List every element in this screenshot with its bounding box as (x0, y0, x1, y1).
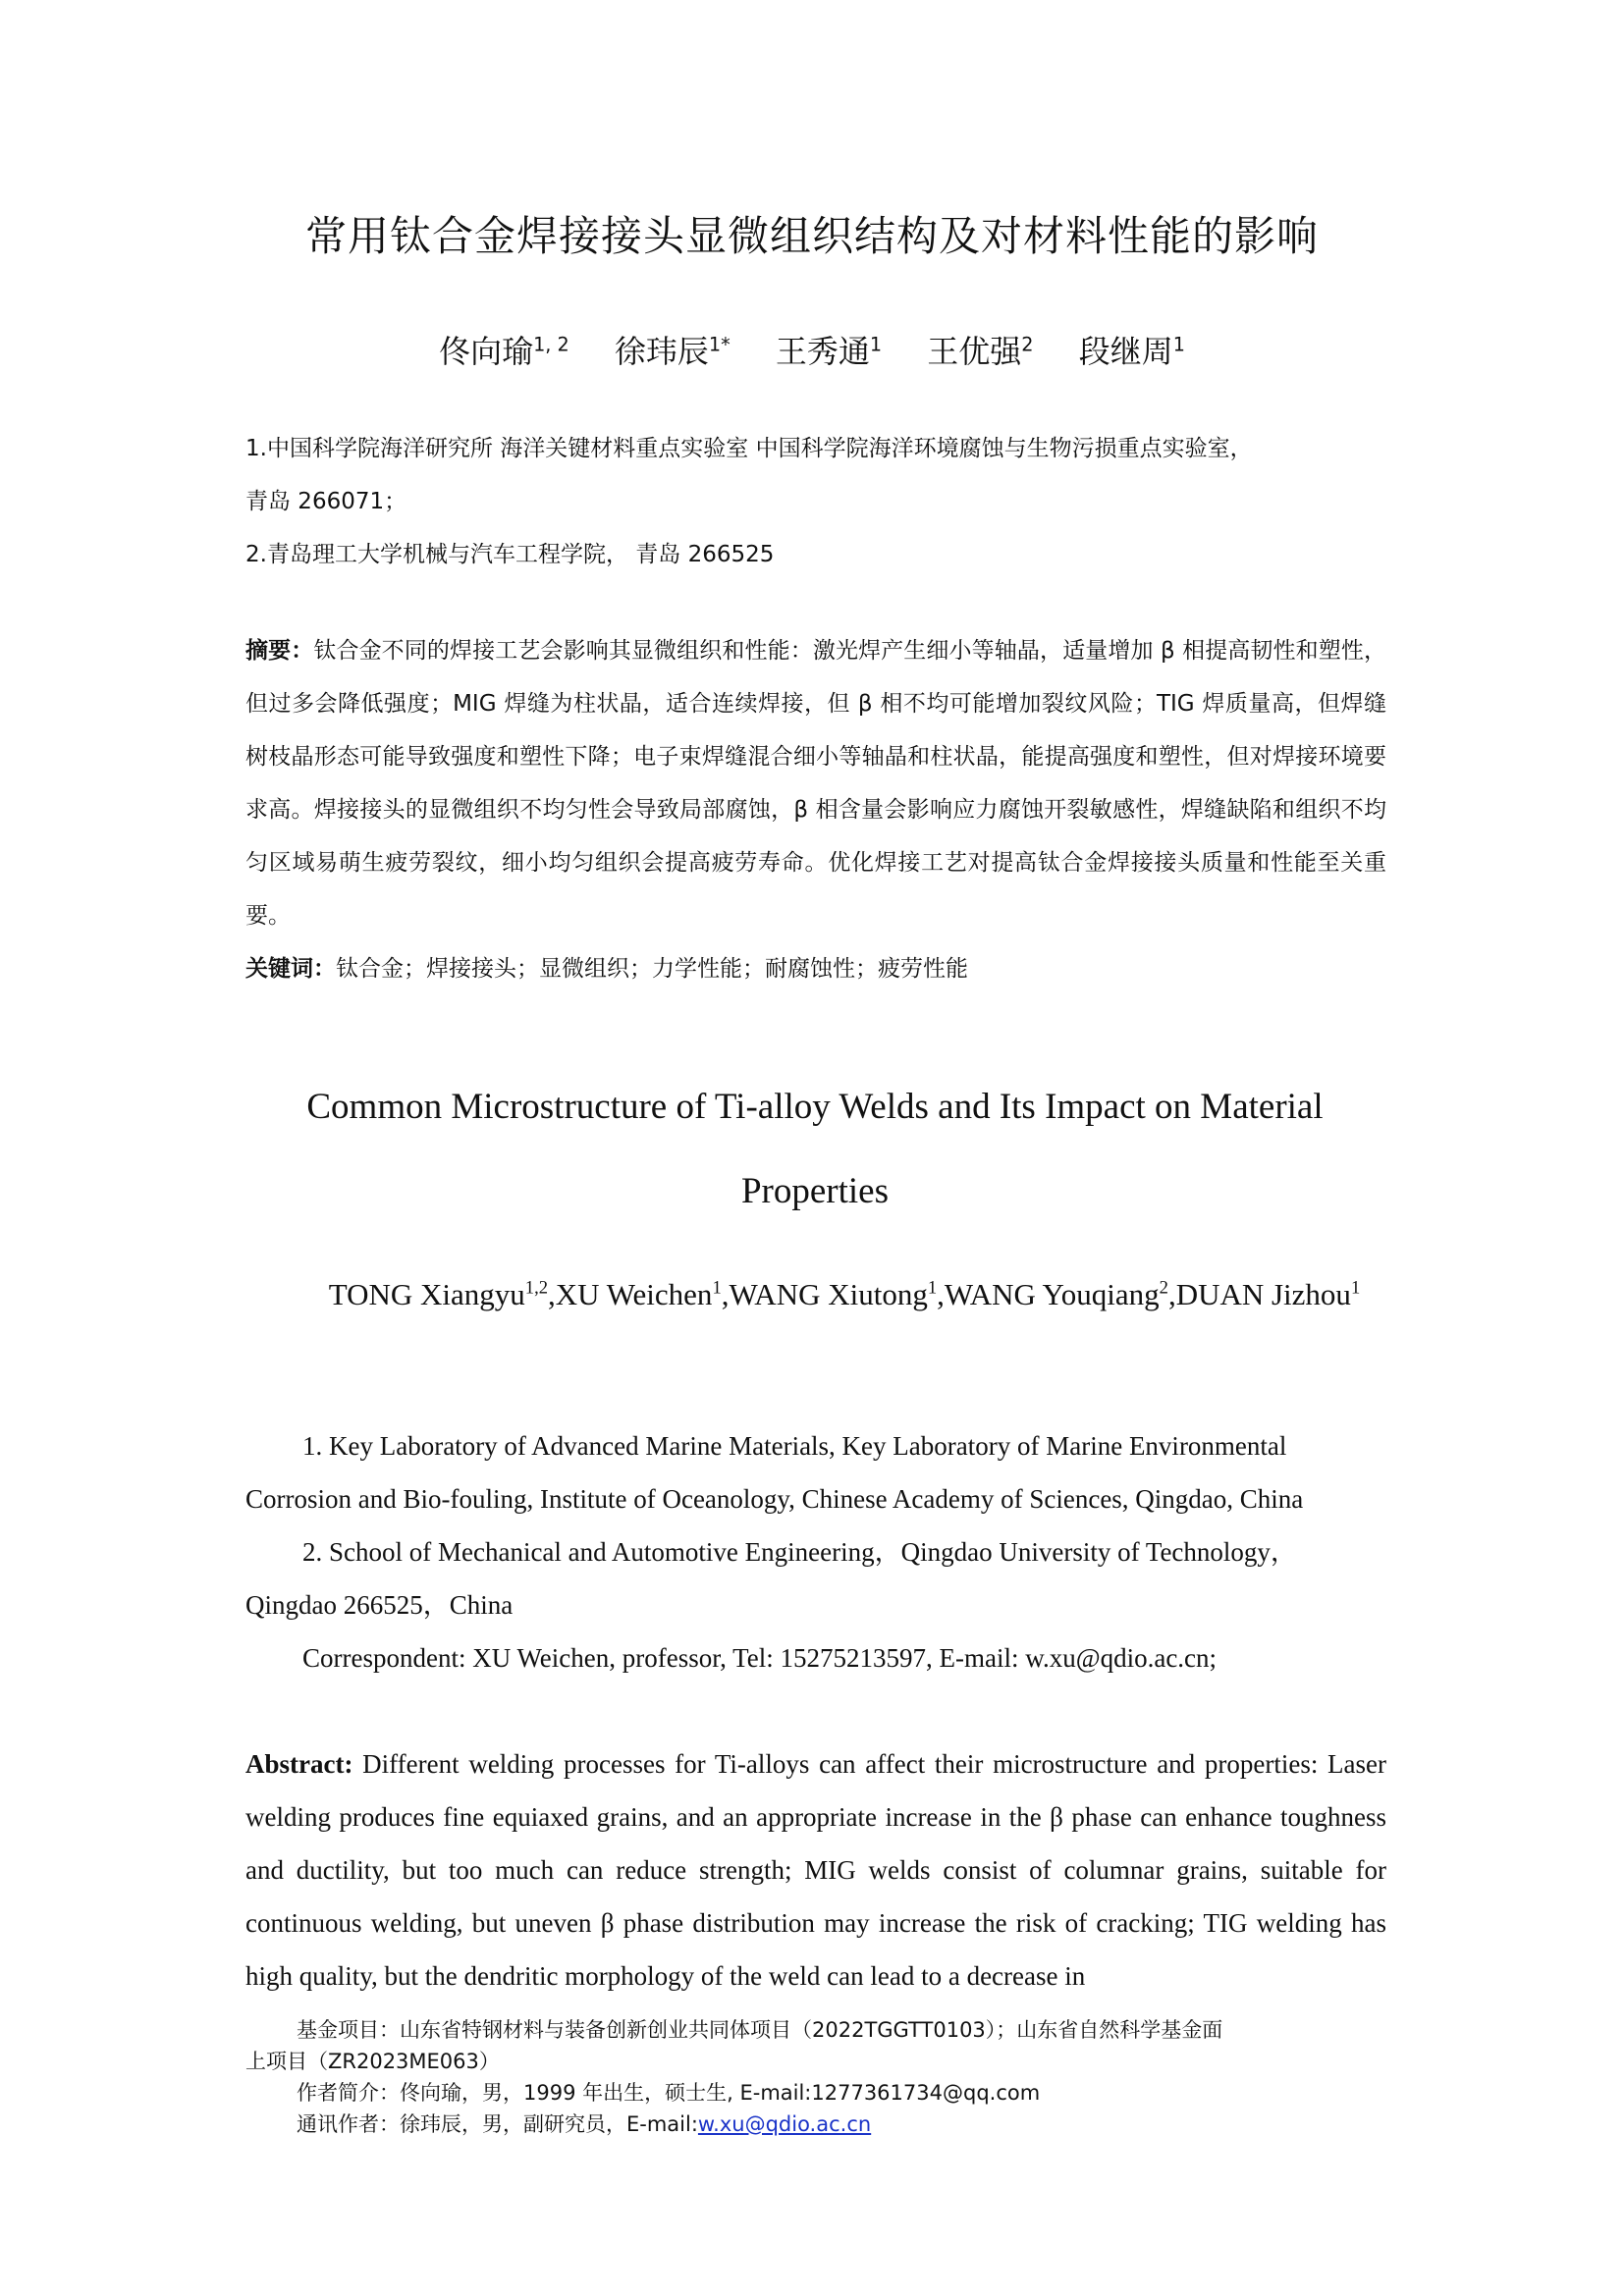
author-list-cn (0, 327, 1624, 372)
footnote (245, 2014, 1386, 2140)
author-name: 段继周 (1078, 333, 1173, 370)
affiliation-line: Qingdao 266525，China (245, 1590, 514, 1620)
author-cn (927, 333, 1033, 370)
author-cn (615, 333, 731, 370)
affiliation-line: 2.青岛理工大学机械与汽车工程学院， 青岛 266525 (245, 542, 775, 567)
keywords-cn-label: 关键词： (245, 956, 336, 982)
author-affiliation-sup: 1 (869, 333, 883, 356)
fund-line: 上项目（ZR2023ME063） (245, 2050, 500, 2073)
keywords-cn-text: 钛合金；焊接接头；显微组织；力学性能；耐腐蚀性；疲劳性能 (336, 956, 968, 982)
email-link[interactable]: w.xu@qdio.ac.cn (697, 2112, 872, 2136)
author-name: 佟向瑜 (439, 333, 534, 370)
author-affiliation-sup: 1 (1350, 1277, 1361, 1299)
author-en (556, 1277, 722, 1311)
author-list-en: TONG Xiangyu$^{1,2}$,XU Weichen$^1$,WANG Xiutong$^1$,WANG Youqiang$^2$,DUAN Jizhou$^1$ (328, 1277, 1361, 1311)
author-name: XU Weichen (555, 1277, 713, 1311)
author-en (329, 1277, 548, 1311)
author-affiliation-sup: 1 (927, 1277, 938, 1299)
author-en (729, 1277, 937, 1311)
author-affiliation-sup: 1, 2 (533, 333, 569, 356)
abstract-en (245, 1737, 1386, 2002)
author-affiliation-sup: 2 (1159, 1277, 1168, 1299)
abstract-cn-text: 钛合金不同的焊接工艺会影响其显微组织和性能：激光焊产生细小等轴晶，适量增加 β 相提高韧性和塑性，但过多会降低强度；MIG 焊缝为柱状晶，适合连续焊接，但 β 相不均可能增加裂纹风险；TIG 焊质量高，但焊缝树枝晶形态可能导致强度和塑性下降；电子束焊缝混合细小等轴晶和柱状晶，能提高强度和塑性，但对焊接环境要求高。焊接接头的显微组织不均匀性会导致局部腐蚀，β 相含量会影响应力腐蚀开裂敏感性，焊缝缺陷和组织不均匀区域易萌生疲劳裂纹，细小均匀组织会提高疲劳寿命。优化焊接工艺对提高钛合金焊接接头质量和性能至关重要。 (245, 638, 1386, 929)
author-name: DUAN Jizhou (1175, 1277, 1351, 1311)
author-name: 徐玮辰 (614, 333, 709, 370)
abstract-cn (245, 624, 1386, 995)
affiliation-line: 1. Key Laboratory of Advanced Marine Materials, Key Laboratory of Marine Environmental (302, 1431, 1287, 1461)
author-name: TONG Xiangyu (328, 1277, 525, 1311)
author-affiliation-sup: 2 (1021, 333, 1034, 356)
author-name: WANG Xiutong (729, 1277, 928, 1311)
paper-title-en: Common Microstructure of Ti-alloy Welds and Its Impact on Material Properties (306, 1087, 1324, 1211)
author-name: 王优强 (927, 333, 1022, 370)
author-affiliation-sup: 1 (1172, 333, 1185, 356)
abstract-en-label: Abstract: (245, 1749, 353, 1779)
affiliation-line: 1.中国科学院海洋研究所 海洋关键材料重点实验室 中国科学院海洋环境腐蚀与生物污损重点实验室， (245, 436, 1253, 461)
author-affiliation-sup: 1,2 (524, 1277, 549, 1299)
abstract-cn-label: 摘要： (245, 638, 314, 664)
affiliation-line: 青岛 266071； (245, 489, 407, 514)
abstract-en-text: Different welding processes for Ti-alloys can affect their microstructure and properties: Laser welding produces fine equiaxed grains, and an appropriate increase in the β phase can enhance toughness and ductility, but too much can reduce strength; MIG welds consist of columnar grains, suitable for continuous welding, but uneven β phase distribution may increase the risk of cracking; TIG welding has high quality, but the dendritic morphology of the weld can lead to a decrease in (245, 1749, 1387, 1991)
correspondent-line: Correspondent: XU Weichen, professor, Tel: 15275213597, E-mail: w.xu@qdio.ac.cn; (302, 1643, 1218, 1673)
affiliation-line: Corrosion and Bio-fouling, Institute of Oceanology, Chinese Academy of Sciences, Qingdao, China (245, 1484, 1304, 1514)
author-intro: 作者简介：佟向瑜，男，1999 年出生，硕士生, E-mail:1277361734@qq.com (297, 2081, 1041, 2105)
abstract-cn-body (245, 624, 1386, 942)
author-name: 王秀通 (775, 333, 870, 370)
author-cn (439, 333, 569, 370)
author-cn (776, 333, 882, 370)
affiliations-cn (245, 422, 1384, 581)
author-en (1176, 1277, 1361, 1311)
corresponding-author-prefix: 通讯作者：徐玮辰，男，副研究员，E-mail: (297, 2112, 698, 2136)
author-affiliation-sup: 1 (712, 1277, 722, 1299)
corresponding-author (245, 2109, 1386, 2140)
paper-title-cn: 常用钛合金焊接接头显微组织结构及对材料性能的影响 (304, 212, 1319, 260)
affiliation-line: 2. School of Mechanical and Automotive Engineering，Qingdao University of Technology， (302, 1537, 1297, 1567)
affiliations-en (245, 1419, 1386, 1684)
author-en (945, 1277, 1168, 1311)
author-cn (1079, 333, 1185, 370)
author-affiliation-sup: 1* (708, 333, 731, 356)
fund-line: 基金项目：山东省特钢材料与装备创新创业共同体项目（2022TGGTT0103）；山东省自然科学基金面 (297, 2018, 1223, 2042)
author-name: WANG Youqiang (944, 1277, 1160, 1311)
keywords-cn (245, 942, 1386, 995)
